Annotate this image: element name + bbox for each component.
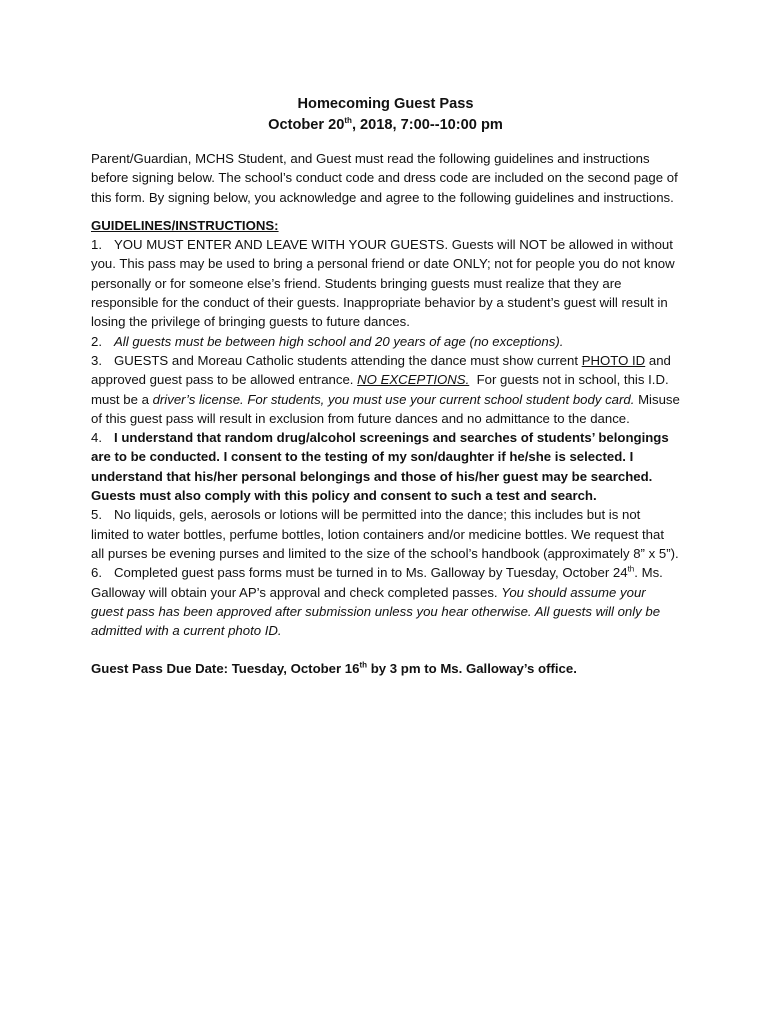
due-date-ordinal: th [359,661,368,671]
due-date-line [91,659,680,678]
item-number: 4. [91,430,102,446]
item-number: 5. [91,507,102,523]
item-text-b: . Ms. Galloway will obtain your AP’s approval and check completed passes. [91,565,663,600]
photo-id-text: PHOTO ID [581,352,646,368]
item-number: 6. [91,565,102,581]
intro-paragraph: Parent/Guardian, MCHS Student, and Guest must read the following guidelines and instructions before signing below. The school’s conduct code and dress code are included on the second page of this form. By signing below, you acknowledge and agree to the following guidelines and instructions. [91,151,678,205]
item-text-b: and approved guest pass to be allowed entrance. [91,352,671,388]
item-text-e: Misuse of this guest pass will result in exclusion from future dances and no admittance to the dance. [91,391,680,426]
item-text-c: For guests not in school, this I.D. must be a [91,372,673,407]
due-date-text: Guest Pass Due Date: Tuesday, October 16 [91,661,360,677]
no-exceptions-text: NO EXCEPTIONS. [357,372,470,388]
guidelines-heading: GUIDELINES/INSTRUCTIONS: [91,217,279,233]
item-text-a: Completed guest pass forms must be turned in to Ms. Galloway by Tuesday, October 24 [114,565,628,581]
item-ordinal: th [627,564,635,574]
item-text: All guests must be between high school and 20 years of age (no exceptions). [114,333,564,349]
guideline-item-2 [91,332,680,351]
item-number: 1. [91,237,102,253]
due-date-location: by 3 pm to Ms. Galloway’s office. [367,661,577,677]
event-date [91,115,680,136]
item-number: 2. [91,333,102,349]
item-text-c: You should assume your guest pass has been approved after submission unless you hear otherwise. All guests will only be admitted with a current photo ID. [91,584,661,639]
item-text: I understand that random drug/alcohol screenings and searches of students’ belongings are to be conducted. I consent to the testing of my son/daughter if he/she is selected. I understand that his/her personal belongings and those of his/her guest may be searched. Guests must also comply with this policy and consent to such a test and search. [91,430,669,504]
item-text-a: GUESTS and Moreau Catholic students attending the dance must show current [114,352,582,368]
event-date-text: October 20 [268,117,345,133]
item-text: No liquids, gels, aerosols or lotions will be permitted into the dance; this includes but is not limited to water bottles, perfume bottles, lotion containers and/or medicine bottles. We request that all purses be evening purses and limited to the size of the school’s handbook (approximately 8” x 5”). [91,507,679,561]
event-date-time: , 2018, 7:00--10:00 pm [351,117,503,133]
guideline-item-4 [91,428,680,505]
event-date-ordinal: th [344,116,352,126]
guideline-item-1 [91,235,680,331]
guideline-item-6 [91,563,680,640]
item-number: 3. [91,352,102,368]
item-text-d: driver’s license. For students, you must use your current school student body card. [152,391,635,407]
item-text: YOU MUST ENTER AND LEAVE WITH YOUR GUESTS. Guests will NOT be allowed in without you. This pass may be used to bring a personal friend or date ONLY; not for people you do not know personally or for someone else’s friend. Students bringing guests must realize that they are responsible for the conduct of their guests. Inappropriate behavior by a student’s guest will result in losing the privilege of bringing guests to future dances. [91,237,675,330]
guideline-item-5 [91,505,680,563]
page-title: Homecoming Guest Pass [297,96,474,112]
title-block [91,94,680,136]
guideline-item-3 [91,351,680,428]
